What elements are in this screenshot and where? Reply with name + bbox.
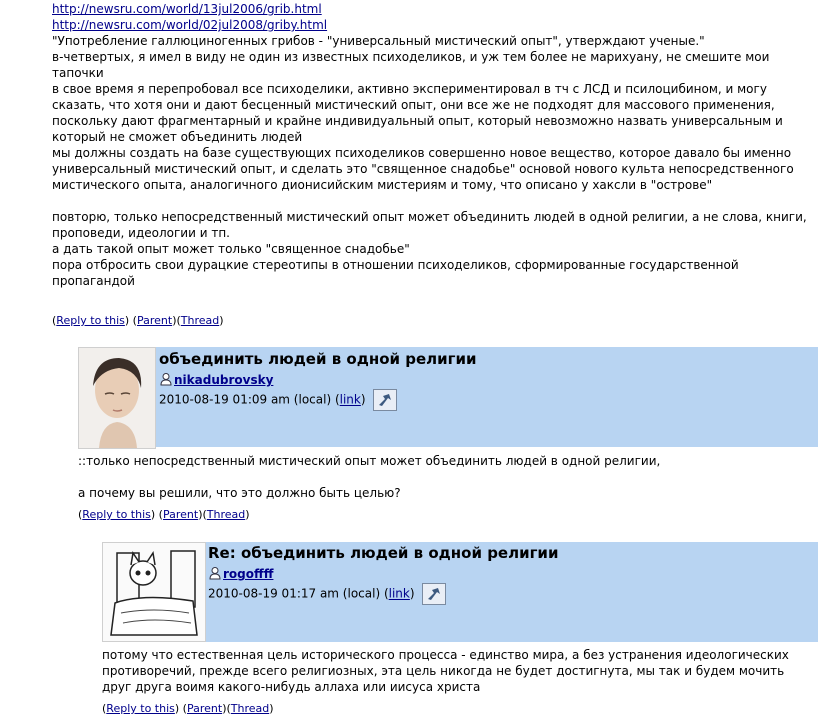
reply-link[interactable]: Reply to this	[106, 702, 175, 715]
comment-links: (Reply to this) (Parent)(Thread)	[102, 702, 274, 715]
user-icon[interactable]	[208, 566, 222, 580]
parent-link[interactable]: Parent	[186, 702, 223, 715]
comment-username	[159, 372, 273, 387]
thread-link[interactable]: Thread	[206, 508, 246, 521]
user-icon[interactable]	[159, 372, 173, 386]
context-menu-icon[interactable]	[422, 583, 446, 605]
comment-subject: объединить людей в одной религии	[159, 350, 477, 368]
comment-links: (Reply to this) (Parent)(Thread)	[78, 508, 250, 521]
paragraph: а почему вы решили, что это должно быть целью?	[78, 486, 401, 500]
paragraph: "Употребление галлюциногенных грибов - "универсальный мистический опыт", утверждают ученые."	[52, 34, 705, 48]
comment-date: 2010-08-19 01:09 am (local)	[159, 392, 332, 407]
news-link-1[interactable]: http://newsru.com/world/13jul2006/grib.html	[52, 2, 322, 16]
permalink[interactable]: link	[339, 392, 361, 407]
reply-link[interactable]: Reply to this	[56, 314, 125, 327]
paragraph: в свое время я перепробовал все психоделики, активно экспериментировал в тч с ЛСД и псилоцибином, и могу сказать, что хотя они и дают бесценный мистический опыт, они все же не подходят для массового применения, поскольку дают фрагментарный и крайне индивидуальный опыт, который невозможно назвать универсальным и который не сможет объединить людей	[52, 82, 783, 144]
comment-date-row: 2010-08-19 01:17 am (local) (link)	[208, 583, 446, 605]
paragraph	[78, 469, 808, 485]
paragraph: в-четвертых, я имел в виду не один из известных психоделиков, и уж тем более не марихуану, не смешите мои тапочки	[52, 50, 770, 80]
userpic-photo[interactable]	[78, 347, 156, 449]
thread-link[interactable]: Thread	[230, 702, 270, 715]
permalink[interactable]: link	[388, 586, 410, 601]
comment-subject: Re: объединить людей в одной религии	[208, 544, 559, 562]
reply-link[interactable]: Reply to this	[82, 508, 151, 521]
paragraph: а дать такой опыт может только "священное снадобье"	[52, 242, 410, 256]
paragraph: мы должны создать на базе существующих психоделиков совершенно новое вещество, которое давало бы именно универсальный мистический опыт, и сделать это "священное снадобье" основой нового культа непосредственного мистического опыта, аналогичного дионисийским мистериям и тому, что описано у хаксли в "острове"	[52, 146, 794, 192]
top-links	[52, 1, 812, 33]
comment-date-row: 2010-08-19 01:09 am (local) (link)	[159, 389, 397, 411]
paragraph: пора отбросить свои дурацкие стереотипы в отношении психоделиков, сформированные государственной пропагандой	[52, 258, 739, 288]
parent-link[interactable]: Parent	[162, 508, 199, 521]
paragraph	[52, 193, 812, 209]
news-link-2[interactable]: http://newsru.com/world/02jul2008/griby.html	[52, 18, 328, 32]
paragraph: потому что естественная цель исторического процесса - единство мира, а без устранения идеологических противоречий, прежде всего религиозных, эта цель никогда не будет достигнута, мы так и будем мочить друг друга воимя какого-нибудь аллаха или иисуса христа	[102, 648, 789, 694]
parent-link[interactable]: Parent	[136, 314, 173, 327]
top-comment-text	[52, 33, 812, 289]
paragraph: повторю, только непосредственный мистический опыт может объединить людей в одной религии, а не слова, книги, проповеди, идеологии и тп.	[52, 210, 807, 240]
thread-link[interactable]: Thread	[180, 314, 220, 327]
context-menu-icon[interactable]	[373, 389, 397, 411]
top-comment-links: (Reply to this) (Parent)(Thread)	[52, 314, 224, 327]
comment-date: 2010-08-19 01:17 am (local)	[208, 586, 381, 601]
username-link[interactable]: rogoffff	[223, 567, 274, 581]
userpic-cartoon[interactable]	[102, 542, 206, 642]
comment-body	[102, 647, 814, 695]
comment-username	[208, 566, 273, 581]
username-link[interactable]: nikadubrovsky	[174, 373, 274, 387]
paragraph: ::только непосредственный мистический опыт может объединить людей в одной религии,	[78, 454, 661, 468]
comment-body	[78, 453, 808, 501]
